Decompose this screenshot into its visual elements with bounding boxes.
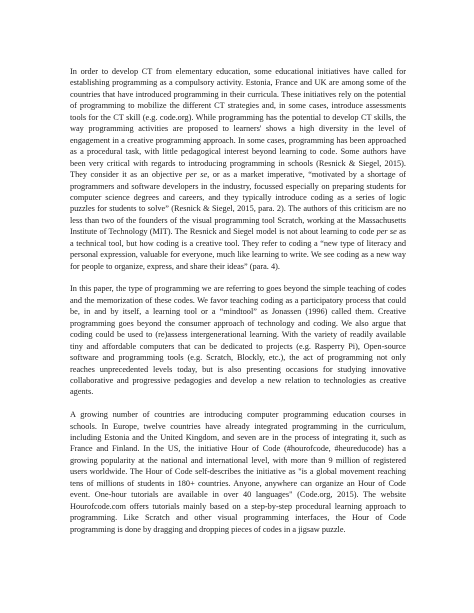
paragraph-1 bbox=[70, 66, 406, 272]
text-segment: A growing number of countries are introducing computer programming education courses in schools. In Europe, twelve countries have already integrated programming in the curriculum, including Estonia and the United Kingdom, and seven are in the process of integrating it, such as France and Finland. In the US, the initiative Hour of Code (#hourofcode, #heureducode) has a growing popularity at the national and international level, with more than 9 million of registered users worldwide. The Hour of Code self-describes the initiative as "is a global movement reaching tens of millions of students in 180+ countries. Anyone, anywhere can organize an Hour of Code event. One-hour tutorials are available in over 40 languages" (Code.org, 2015). The website Hourofcode.com offers tutorials mainly based on a step-by-step procedural learning approach to programming. Like Scratch and other visual programming interfaces, the Hour of Code programming is done by dragging and dropping pieces of codes in a jigsaw puzzle. bbox=[70, 410, 406, 534]
body-text bbox=[70, 66, 406, 535]
text-segment: In order to develop CT from elementary education, some educational initiatives have called for establishing programming as a compulsory activity. Estonia, France and UK are among some of the countries that have introduced programming in their curricula. These initiatives rely on the potential of programming to mobilize the different CT strategies and, in some cases, introduce assessments tools for the CT skill (e.g. code.org). While programming has the potential to develop CT skills, the way programming activities are proposed to learners' shows a high diversity in the level of engagement in a creative programming approach. In some cases, programming has been approached as a procedural task, with little pedagogical interest beyond learning to code. Some authors have been very critical with regards to introducing programming in schools (Resnick & Siegel, 2015). They consider it as an objective bbox=[70, 67, 406, 180]
text-segment: as a technical tool, but how coding is a creative tool. They refer to coding a “new type of literacy and personal expression, valuable for everyone, much like learning to write. We see coding as a new way for people to organize, express, and share their ideas” (para. 4). bbox=[70, 227, 407, 271]
text-segment: In this paper, the type of programming we are referring to goes beyond the simple teaching of codes and the memorization of these codes. We favor teaching coding as a participatory process that could be, in and by itself, a learning tool or a “mindtool” as Jonassen (1996) called them. Creative programming goes beyond the consumer approach of technology and coding. We also argue that coding could be used to (re)assess intergenerational learning. With the variety of readily available tiny and affordable computers that can be dedicated to projects (e.g. Rasperry Pi), Open-source software and programming tools (e.g. Scratch, Blockly, etc.), the act of programming not only reaches unprecedented levels today, but is also presenting occasions for studying innovative collaborative and progressive pedagogies and develop a new relation to technologies as creative agents. bbox=[70, 284, 406, 397]
italic-term: per se bbox=[376, 227, 397, 237]
paragraph-3 bbox=[70, 409, 406, 535]
italic-term: per se bbox=[185, 170, 208, 180]
text-segment: , or as a market imperative, “motivated by a shortage of programmers and software developers in the industry, focussed especially on preparing students for computer science degrees and careers, and they typically introduce coding as a series of logic puzzles for students to solve” (Resnick & Siegel, 2015, para. 2). The authors of this criticism are no less than two of the founders of the visual programming tool Scratch, working at the Massachusetts Institute of Technology (MIT). The Resnick and Siegel model is not about learning to code bbox=[70, 170, 406, 237]
paragraph-2 bbox=[70, 283, 406, 398]
